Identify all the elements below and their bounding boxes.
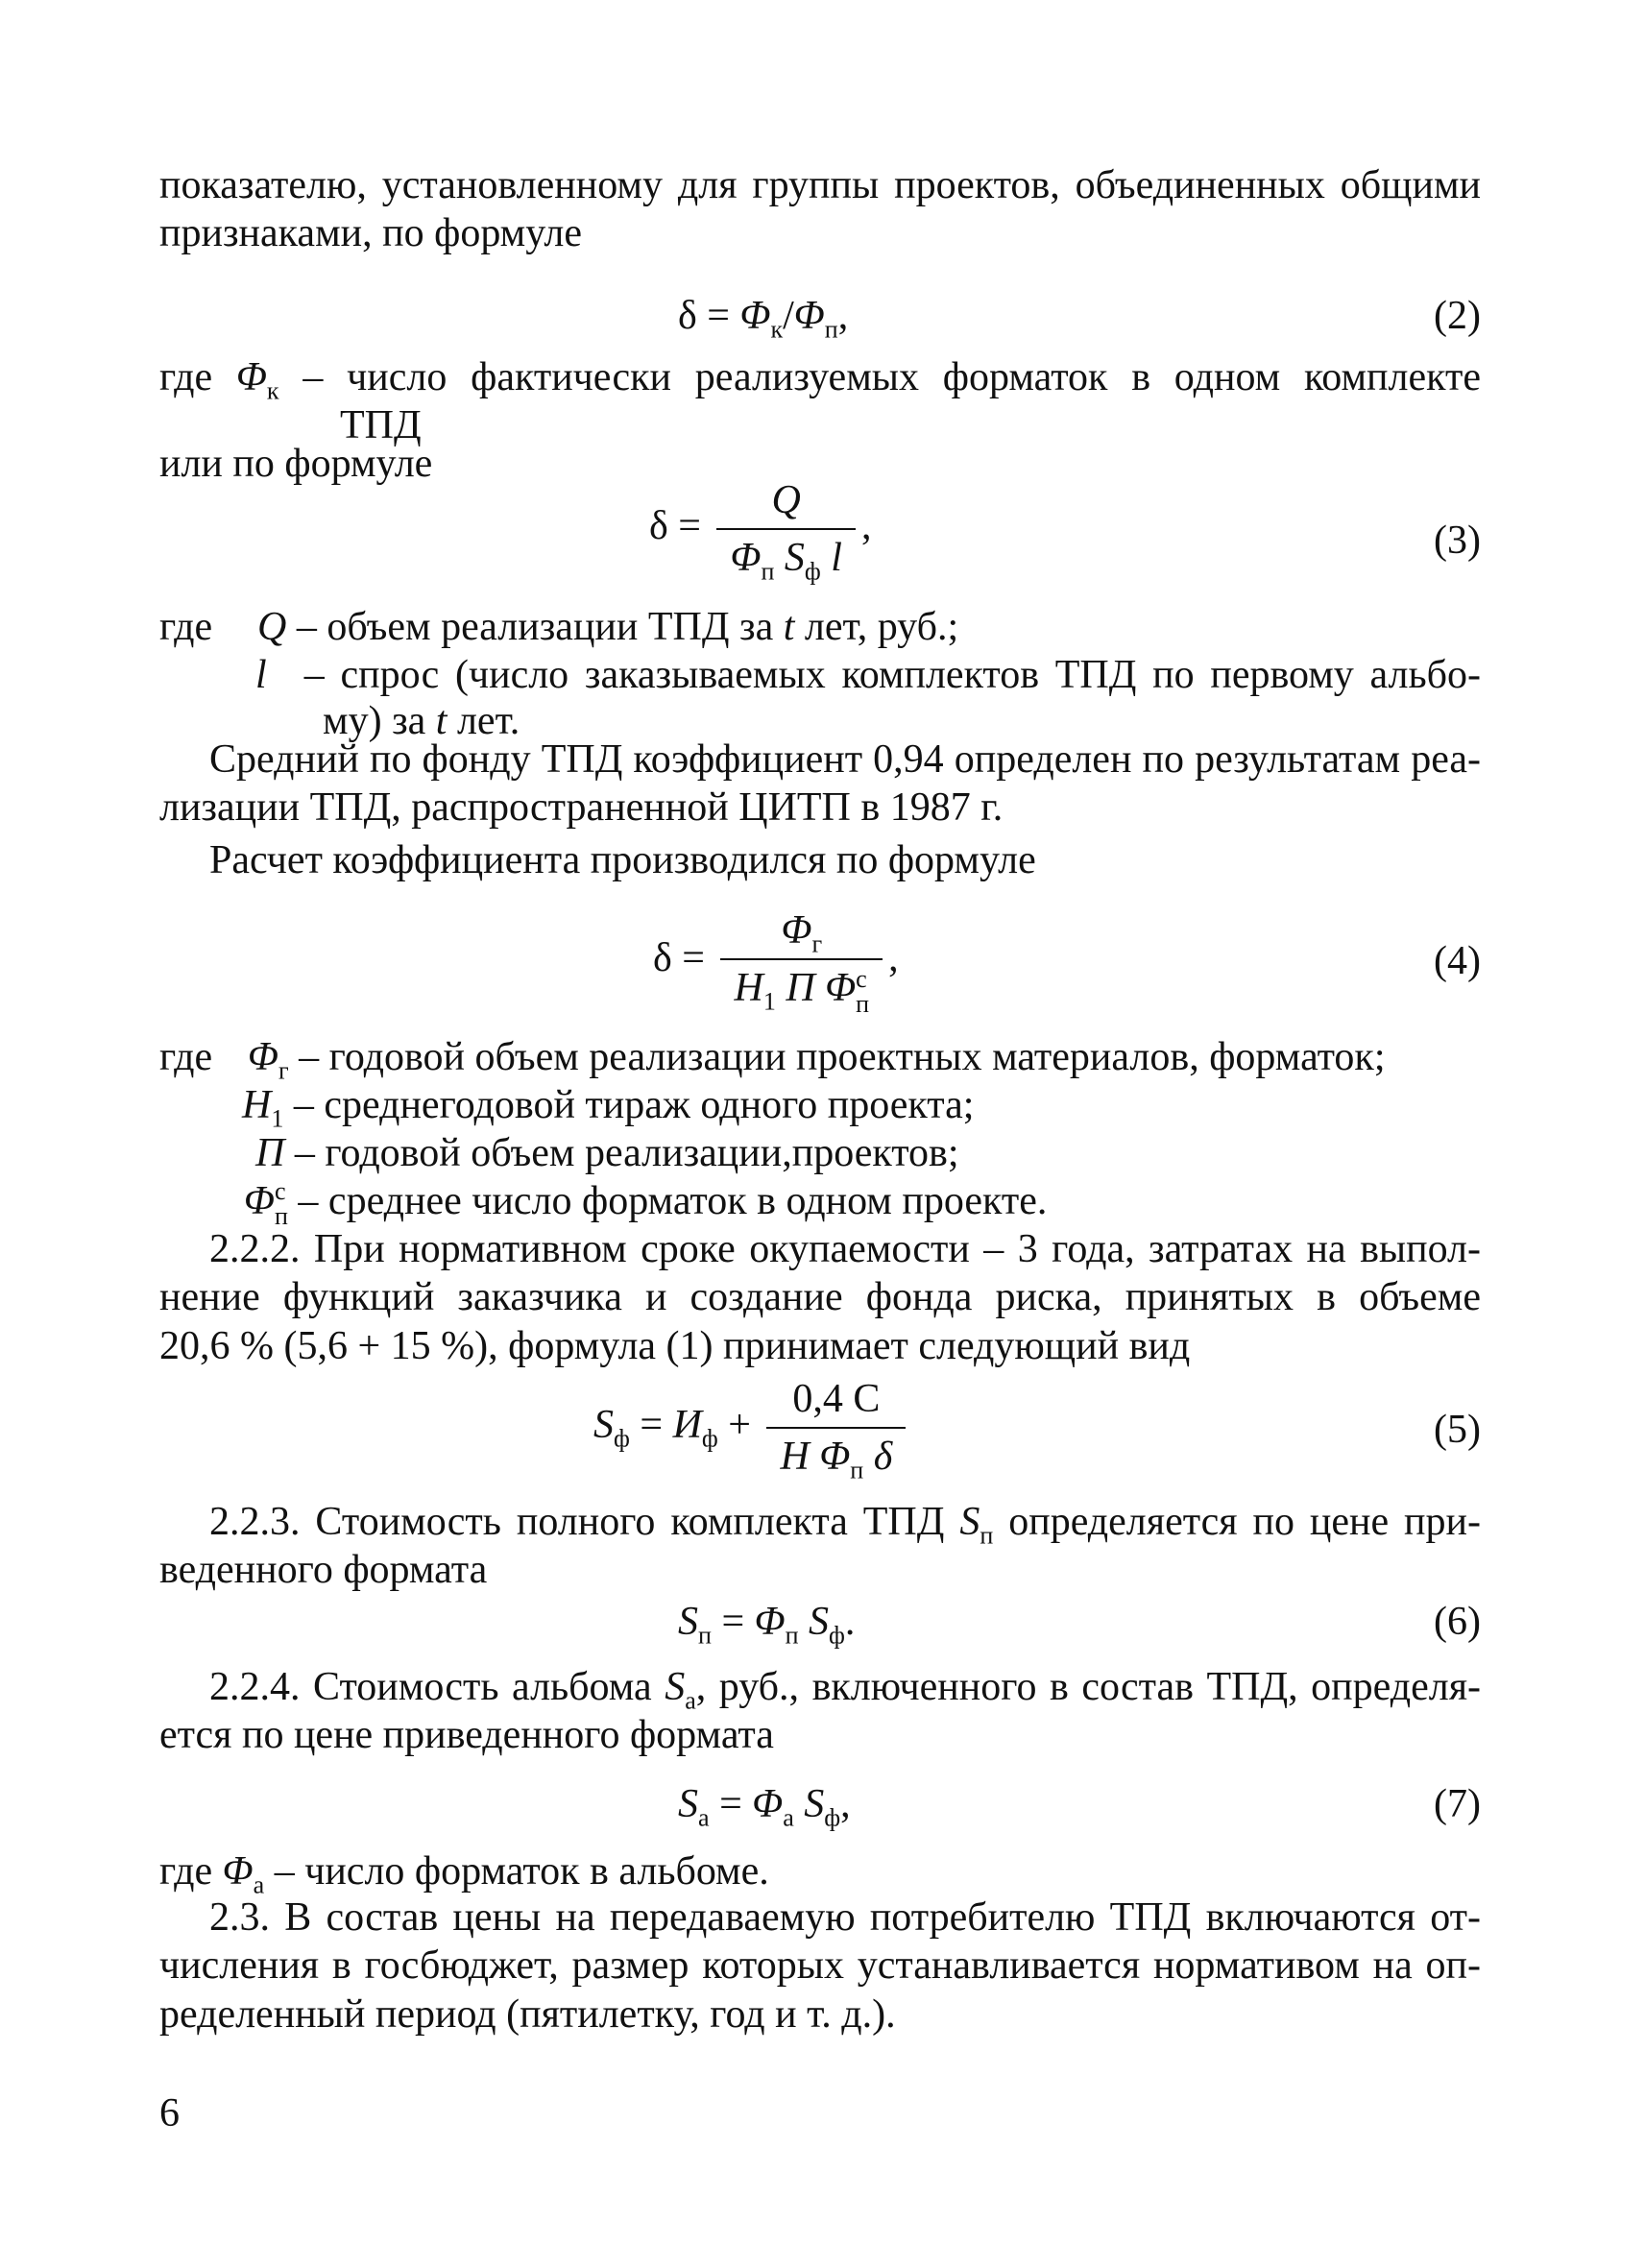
or-formula-text: или по формуле (159, 442, 433, 486)
text-line: ется по цене приведенного формата (159, 1713, 774, 1758)
section-2-2-3 (159, 1498, 1481, 1595)
text-line: Средний по фонду ТПД коэффициент 0,94 определен по результатам реа- (209, 737, 1481, 782)
page-number: 6 (159, 2091, 180, 2135)
formula-4: δ = $\Phi_г$ $H_1$ Π Φ с п , (653, 908, 899, 1018)
intro-paragraph (159, 161, 1481, 258)
formula-6: $S_п = \Phi_п$ $S_ф$. (678, 1600, 856, 1650)
text-line: лизации ТПД, распространенной ЦИТП в 1987 г. (159, 785, 1004, 831)
section-2-2-2 (159, 1225, 1481, 1370)
text-line: веденного формата (159, 1548, 488, 1593)
equation-number-3: (3) (1434, 519, 1481, 563)
text-line: 2.2.3. Стоимость полного комплекта ТПД $S_п$ определяется по цене при- (209, 1500, 1481, 1550)
text-line: Расчет коэффициента производился по формуле (209, 837, 1036, 882)
formula-3: δ = $\frac{Q}{\Phi_п S_ф l}$ , (649, 478, 872, 586)
fraction: $\frac{Q}{\Phi_п S_ф l}$ (716, 476, 855, 583)
text-line: нение функций заказчика и создание фонда риска, принятых в объеме (159, 1275, 1481, 1320)
equation-number-7: (7) (1434, 1782, 1481, 1826)
text-line: числения в госбюджет, размер которых устанавливается нормативом на оп- (159, 1943, 1481, 1989)
equation-number-2: (2) (1434, 294, 1481, 338)
definitions-4: где $\Phi_г$ – годовой объем реализации проектных материалов, форматок; $H_1$ – среднегодовой тираж одного проекта; Π – годовой объем реализации,проектов; Φ с п – среднее число форматок в одном проекте. (159, 1035, 1386, 1231)
equation-number-5: (5) (1434, 1408, 1481, 1452)
text-line: 2.2.4. Стоимость альбома $S_а$, руб., включенного в состав ТПД, определя- (209, 1665, 1481, 1715)
definition-phi-k: где $\Phi_к$ – число фактически реализуемых форматок в одном комплекте ТПД (159, 355, 1481, 448)
equation-number-6: (6) (1434, 1600, 1481, 1644)
coefficient-paragraph (159, 736, 1481, 884)
formula-5: $S_ф = И_ф$ + $\frac{0,4 C}{H \Phi_п \delta}$ (593, 1375, 911, 1482)
section-2-3 (159, 1894, 1481, 2039)
fraction: $\frac{0,4 C}{H \Phi_п \delta}$ (766, 1375, 906, 1482)
text-line: ределенный период (пятилетку, год и т. д.). (159, 1991, 896, 2037)
fraction: $\Phi_г$ $H_1$ Π Φ с п (720, 906, 883, 1017)
definition-phi-a: где $\Phi_а$ – число форматок в альбоме. (159, 1849, 769, 1899)
section-2-2-4 (159, 1663, 1481, 1760)
formula-2: $\delta = \Phi_к/\Phi_п$, (678, 294, 849, 344)
text-line: 2.3. В состав цены на передаваемую потребителю ТПД включаются от- (209, 1895, 1481, 1940)
formula-7: $S_а = \Phi_а$ $S_ф$, (678, 1782, 851, 1832)
text-line: 20,6 % (5,6 + 15 %), формула (1) принимает следующий вид (159, 1323, 1191, 1368)
text-line: признаками, по формуле (159, 211, 583, 256)
text-line: 2.2.2. При нормативном сроке окупаемости – 3 года, затратах на выпол- (209, 1227, 1481, 1271)
definitions-3: где Q – объем реализации ТПД за t лет, руб.; l – спрос (число заказываемых комплектов ТПД по первому альбо- му) за t лет. (159, 605, 1481, 743)
equation-number-4: (4) (1434, 939, 1481, 983)
text-line: показателю, установленному для группы проектов, объединенных общими (159, 163, 1481, 207)
